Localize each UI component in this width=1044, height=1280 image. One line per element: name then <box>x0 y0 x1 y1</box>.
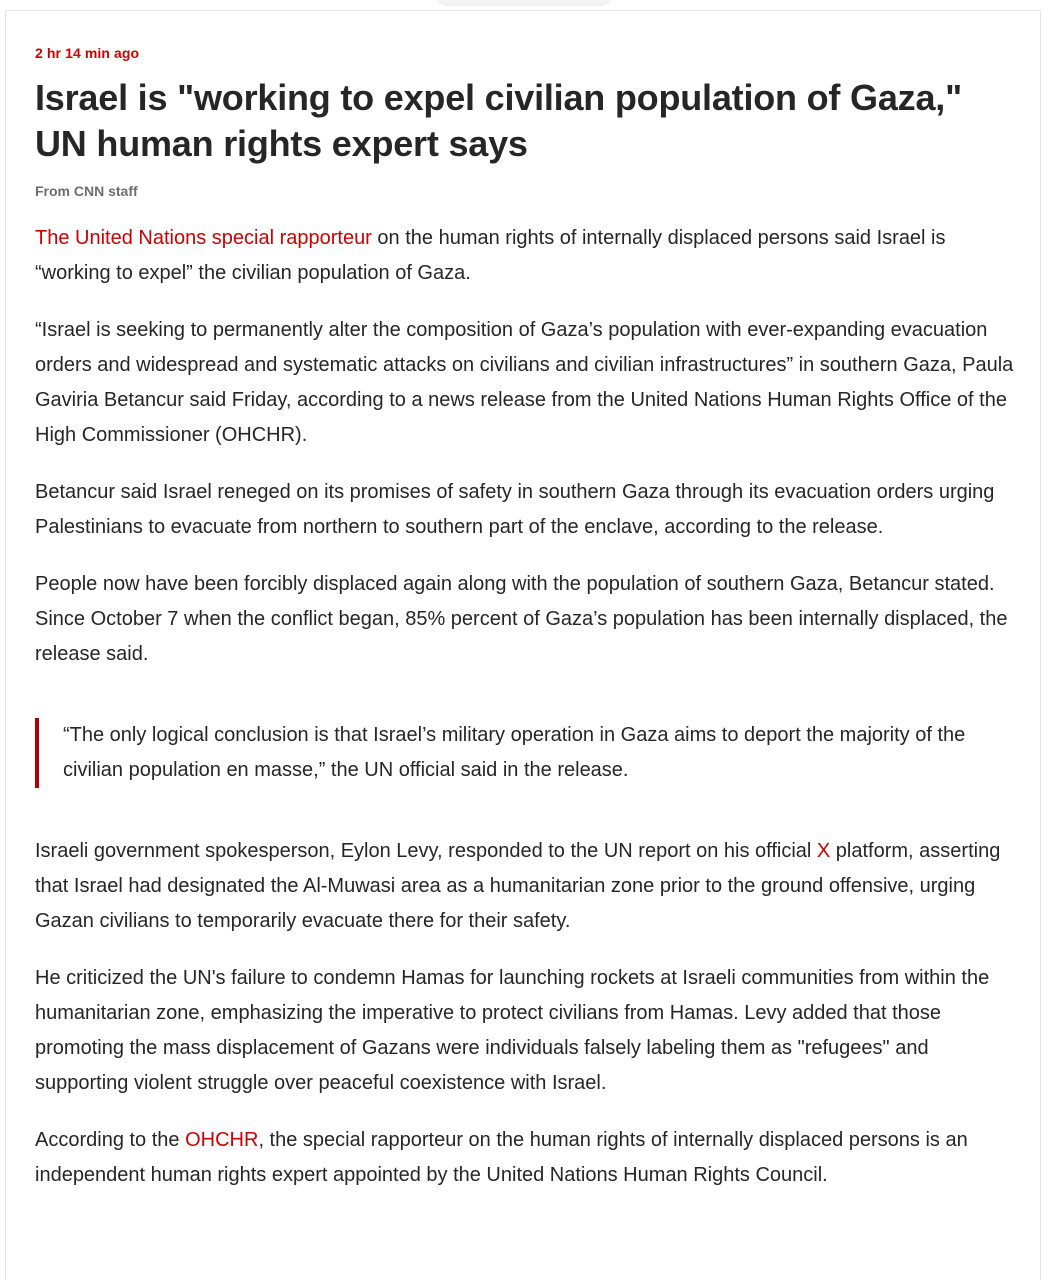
paragraph-7-after: , the special rapporteur on the human rights of internally displaced persons is an independent human rights expert appointed by the United Nations Human Rights Council. <box>35 1129 968 1186</box>
paragraph-4: People now have been forcibly displaced again along with the population of southern Gaza, Betancur stated. Since October 7 when the conflict began, 85% percent of Gaza’s population has been internally displaced, the release said. <box>35 573 1008 665</box>
ohchr-link[interactable]: OHCHR <box>185 1129 259 1151</box>
x-platform-link[interactable]: X <box>816 840 831 862</box>
paragraph-3: Betancur said Israel reneged on its promises of safety in southern Gaza through its evacuation orders urging Palestinians to evacuate from northern to southern part of the enclave, according to the release. <box>35 481 995 538</box>
post-byline: From CNN staff <box>35 183 138 199</box>
pull-quote: “The only logical conclusion is that Israel’s military operation in Gaza aims to deport the majority of the civilian population en masse,” the UN official said in the release. <box>35 718 1019 788</box>
paragraph-2: “Israel is seeking to permanently alter the composition of Gaza’s population with ever-expanding evacuation orders and widespread and systematic attacks on civilians and civilian infrastructures” in southern Gaza, Paula Gaviria Betancur said Friday, according to a news release from the United Nations Human Rights Office of the High Commissioner (OHCHR). <box>35 319 1014 446</box>
paragraph-6: He criticized the UN's failure to condemn Hamas for launching rockets at Israeli communities from within the humanitarian zone, emphasizing the imperative to protect civilians from Hamas. Levy added that those promoting the mass displacement of Gazans were individuals falsely labeling them as "refugees" and supporting violent struggle over peaceful coexistence with Israel. <box>35 967 990 1094</box>
paragraph-1 <box>35 221 1019 291</box>
paragraph-7-before: According to the <box>35 1129 186 1151</box>
post-content <box>35 11 1019 1215</box>
live-post-card <box>5 10 1041 1280</box>
post-body <box>35 221 1019 1193</box>
paragraph-5-before: Israeli government spokesperson, Eylon Levy, responded to the UN report on his official <box>35 840 817 862</box>
top-scroll-pill[interactable] <box>436 0 612 4</box>
paragraph-5-after: platform, asserting that Israel had designated the Al-Muwasi area as a humanitarian zone prior to the ground offensive, urging Gazan civilians to temporarily evacuate there for their safety. <box>35 840 1001 932</box>
post-timestamp: 2 hr 14 min ago <box>35 45 140 61</box>
paragraph-7 <box>35 1123 1019 1193</box>
paragraph-1-text: on the human rights of internally displaced persons said Israel is “working to expel” the civilian population of Gaza. <box>35 227 946 284</box>
paragraph-5 <box>35 834 1019 939</box>
un-special-rapporteur-link[interactable]: The United Nations special rapporteur <box>35 227 372 249</box>
post-headline: Israel is "working to expel civilian population of Gaza," UN human rights expert says <box>35 77 962 164</box>
